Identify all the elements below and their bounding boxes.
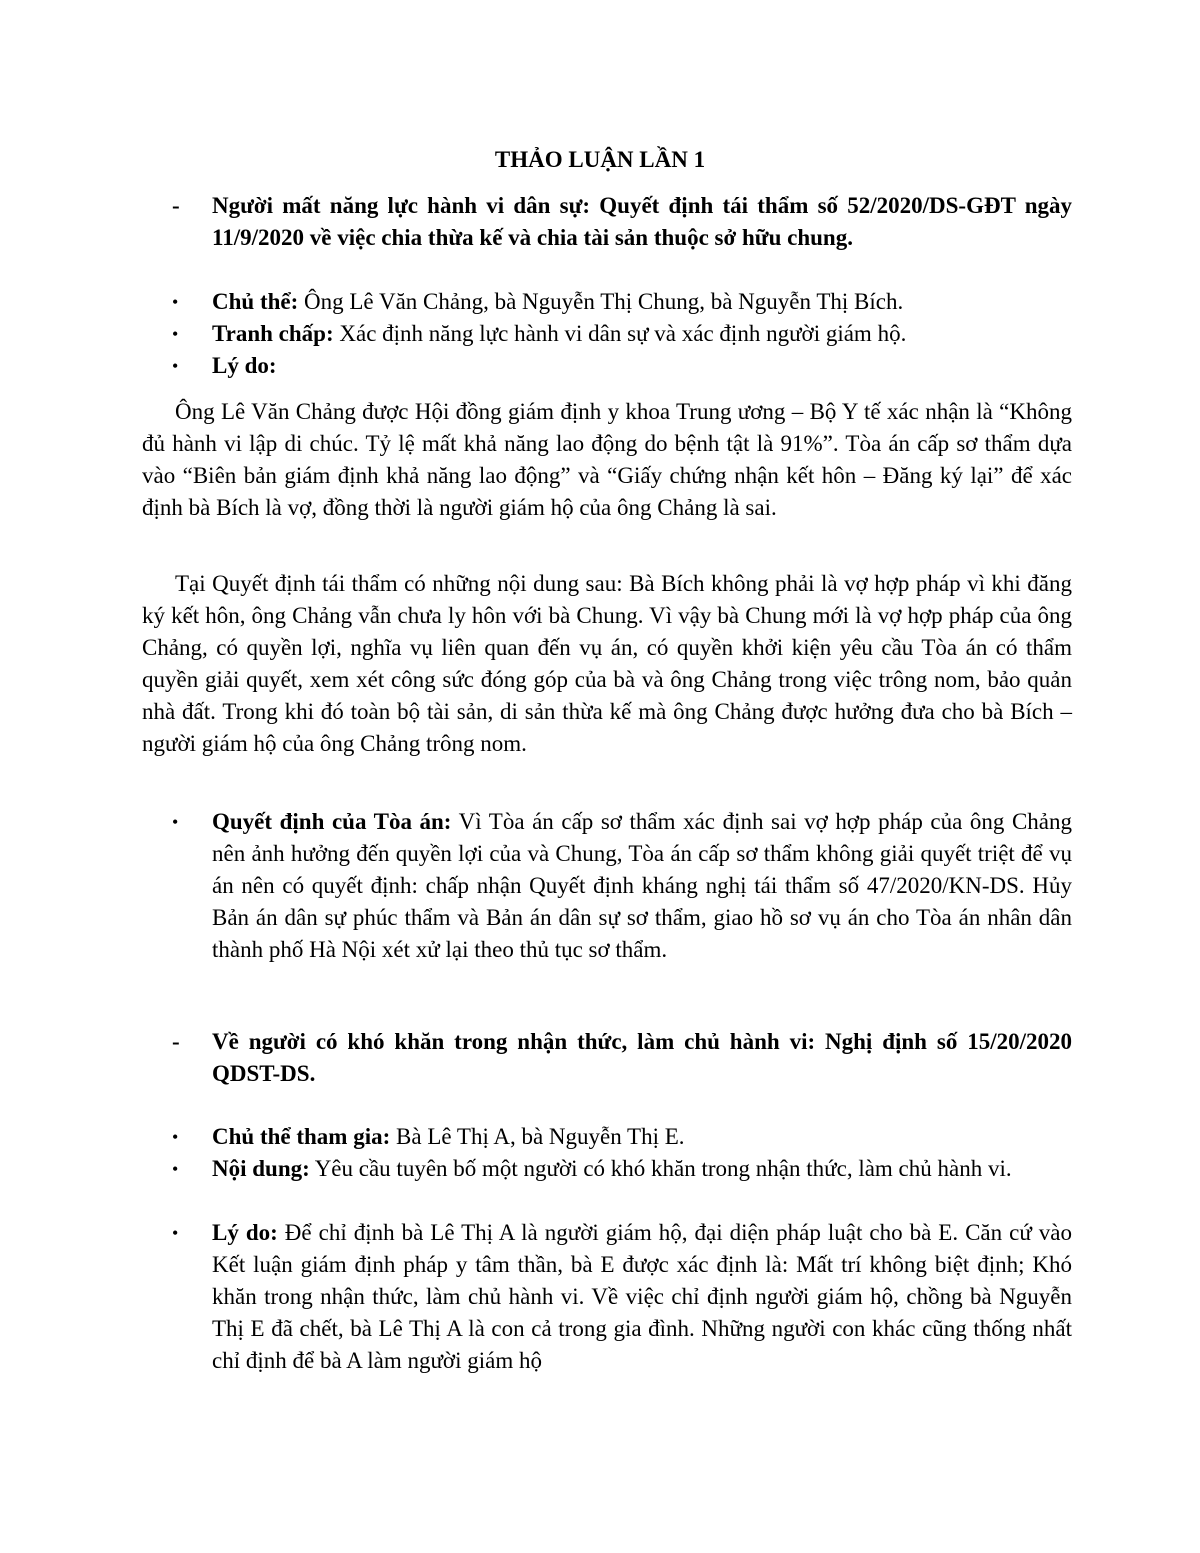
decision-label: Quyết định của Tòa án: [212, 809, 452, 834]
document-title: THẢO LUẬN LẦN 1 [494, 147, 706, 172]
section2-bullet-content [172, 1153, 1072, 1185]
bullet-marker: • [172, 1223, 179, 1243]
section1-heading-text: Người mất năng lực hành vi dân sự: Quyết định tái thẩm số 52/2020/DS-GĐT ngày 11/9/2020 về việc chia thừa kế và chia tài sản thuộc sở hữu chung. [212, 193, 1072, 250]
bullet-text: Ông Lê Văn Chảng, bà Nguyễn Thị Chung, bà Nguyễn Thị Bích. [298, 289, 904, 314]
section2-heading [172, 1026, 1072, 1090]
bullet-marker: • [172, 324, 179, 344]
section1-bullet-subject [172, 286, 1072, 318]
bullet-marker: • [172, 812, 179, 832]
bullet-marker: • [172, 292, 179, 312]
decision-text: Vì Tòa án cấp sơ thẩm xác định sai vợ hợp pháp của ông Chảng nên ảnh hưởng đến quyền lợi của và Chung, Tòa án cấp sơ thẩm không giải quyết triệt để vụ án nên có quyết định: chấp nhận Quyết định kháng nghị tái thẩm số 47/2020/KN-DS. Hủy Bản án dân sự phúc thẩm và Bản án dân sự sơ thẩm, giao hồ sơ vụ án cho Tòa án nhân dân thành phố Hà Nội xét xử lại theo thủ tục sơ thẩm. [212, 809, 1072, 962]
bullet-text: Bà Lê Thị A, bà Nguyễn Thị E. [390, 1124, 685, 1149]
bullet-label: Lý do: [212, 1220, 278, 1245]
bullet-label: Chủ thể tham gia: [212, 1124, 391, 1149]
bullet-marker: • [172, 1159, 179, 1179]
section1-bullet-dispute [172, 318, 1072, 350]
bullet-label: Chủ thể: [212, 289, 299, 314]
section2-bullet-participants [172, 1121, 1072, 1153]
bullet-label: Tranh chấp: [212, 321, 334, 346]
section1-paragraph-1: Ông Lê Văn Chảng được Hội đồng giám định y khoa Trung ương – Bộ Y tế xác nhận là “Không đủ hành vi lập di chúc. Tỷ lệ mất khả năng lao động do bệnh tật là 91%”. Tòa án cấp sơ thẩm dựa vào “Biên bản giám định khả năng lao động” và “Giấy chứng nhận kết hôn – Đăng ký lại” để xác định bà Bích là vợ, đồng thời là người giám hộ của ông Chảng là sai. [142, 399, 1072, 520]
bullet-text: Xác định năng lực hành vi dân sự và xác định người giám hộ. [333, 321, 907, 346]
bullet-text: Để chỉ định bà Lê Thị A là người giám hộ, đại diện pháp luật cho bà E. Căn cứ vào Kết luận giám định pháp y tâm thần, bà E được xác định là: Mất trí không biệt định; Khó khăn trong nhận thức, làm chủ hành vi. Về việc chỉ định người giám hộ, chồng bà Nguyễn Thị E đã chết, bà Lê Thị A là con cả trong gia đình. Những người con khác cũng thống nhất chỉ định để bà A làm người giám hộ [212, 1220, 1072, 1373]
bullet-label: Lý do: [212, 353, 277, 378]
bullet-text: Yêu cầu tuyên bố một người có khó khăn trong nhận thức, làm chủ hành vi. [309, 1156, 1012, 1181]
bullet-marker: • [172, 1127, 179, 1147]
section1-decision [172, 806, 1072, 966]
section2-bullet-reason [172, 1217, 1072, 1377]
section1-bullet-reason [172, 350, 1072, 382]
section1-paragraph-2: Tại Quyết định tái thẩm có những nội dung sau: Bà Bích không phải là vợ hợp pháp vì khi đăng ký kết hôn, ông Chảng vẫn chưa ly hôn với bà Chung. Vì vậy bà Chung mới là vợ hợp pháp của ông Chảng, có quyền lợi, nghĩa vụ liên quan đến vụ án, có quyền khởi kiện yêu cầu Tòa án có thẩm quyền giải quyết, xem xét công sức đóng góp của bà và ông Chảng trong việc trông nom, bảo quản nhà đất. Trong khi đó toàn bộ tài sản, di sản thừa kế mà ông Chảng được hưởng đưa cho bà Bích – người giám hộ của ông Chảng trông nom. [142, 571, 1072, 756]
bullet-marker: • [172, 356, 179, 376]
section1-heading [172, 190, 1072, 254]
bullet-label: Nội dung: [212, 1156, 310, 1181]
section2-heading-text: Về người có khó khăn trong nhận thức, làm chủ hành vi: Nghị định số 15/20/2020 QDST-DS. [212, 1029, 1072, 1086]
dash-marker: - [172, 193, 180, 218]
dash-marker: - [172, 1029, 180, 1054]
